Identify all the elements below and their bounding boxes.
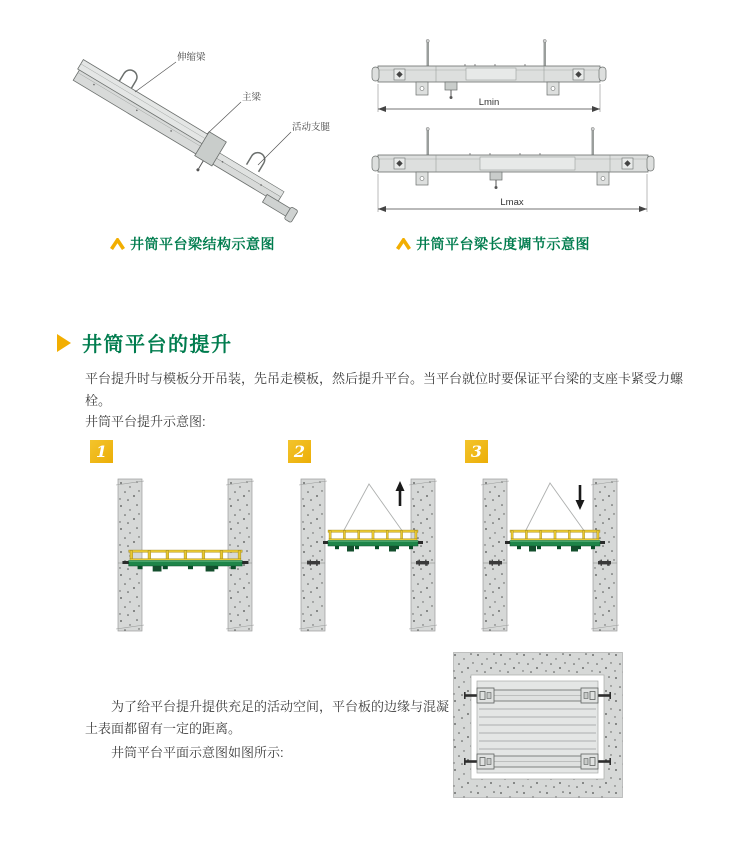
platform-beam bbox=[464, 754, 611, 769]
dim-max-label: Lmax bbox=[500, 197, 524, 208]
step-badge-2: 2 bbox=[288, 440, 311, 463]
concrete-wall bbox=[591, 479, 619, 631]
dim-min-label: Lmin bbox=[478, 97, 500, 108]
step-figure-2 bbox=[268, 475, 438, 640]
platform bbox=[323, 530, 423, 552]
concrete-wall bbox=[481, 479, 509, 631]
section-paragraph: 平台提升时与模板分开吊装，先吊走模板，然后提升平台。当平台就位时要保证平台梁的支座卡紧受力螺栓。 bbox=[85, 371, 684, 408]
section-lead-in: 井筒平台提升示意图: bbox=[85, 414, 206, 429]
length-adjust-caption bbox=[396, 234, 590, 254]
concrete-wall bbox=[409, 479, 437, 631]
concrete-wall bbox=[299, 479, 327, 631]
step-badge-1: 1 bbox=[90, 440, 113, 463]
platform-plan-figure bbox=[452, 651, 624, 801]
caption-arrow-icon bbox=[396, 238, 411, 251]
bottom-text bbox=[85, 696, 453, 764]
structure-caption bbox=[110, 234, 275, 254]
isometric-beam bbox=[64, 46, 316, 226]
down-arrow-icon bbox=[576, 485, 585, 510]
section-marker-icon bbox=[57, 334, 71, 352]
step-figure-3 bbox=[450, 475, 620, 640]
beam-structure-figure bbox=[55, 22, 365, 227]
caption-arrow-icon bbox=[110, 238, 125, 251]
bottom-paragraph: 为了给平台提升提供充足的活动空间，平台板的边缘与混凝土表面都留有一定的距离。 bbox=[85, 699, 450, 736]
bottom-lead-in: 井筒平台平面示意图如图所示: bbox=[111, 745, 284, 760]
section-body bbox=[85, 368, 695, 433]
beam-length-figure bbox=[370, 28, 700, 223]
step-badge-3: 3 bbox=[465, 440, 488, 463]
lifting-cables bbox=[525, 483, 585, 532]
lifting-cables bbox=[343, 484, 403, 532]
section-header bbox=[57, 328, 233, 357]
platform-beam bbox=[464, 688, 611, 703]
movable-leg-label: 活动支腿 bbox=[292, 122, 331, 133]
lifting-lug-icon bbox=[247, 150, 268, 172]
structure-caption-label: 井筒平台梁结构示意图 bbox=[130, 236, 275, 252]
main-beam-label: 主梁 bbox=[242, 92, 262, 103]
up-arrow-icon bbox=[396, 481, 405, 506]
telescopic-beam-label: 伸缩梁 bbox=[177, 52, 206, 63]
lmax-diagram bbox=[372, 127, 654, 212]
lmin-diagram bbox=[372, 39, 606, 112]
step-figure-1 bbox=[85, 475, 255, 640]
platform bbox=[505, 530, 605, 552]
length-adjust-caption-label: 井筒平台梁长度调节示意图 bbox=[416, 236, 590, 252]
section-title: 井筒平台的提升 bbox=[82, 334, 233, 356]
